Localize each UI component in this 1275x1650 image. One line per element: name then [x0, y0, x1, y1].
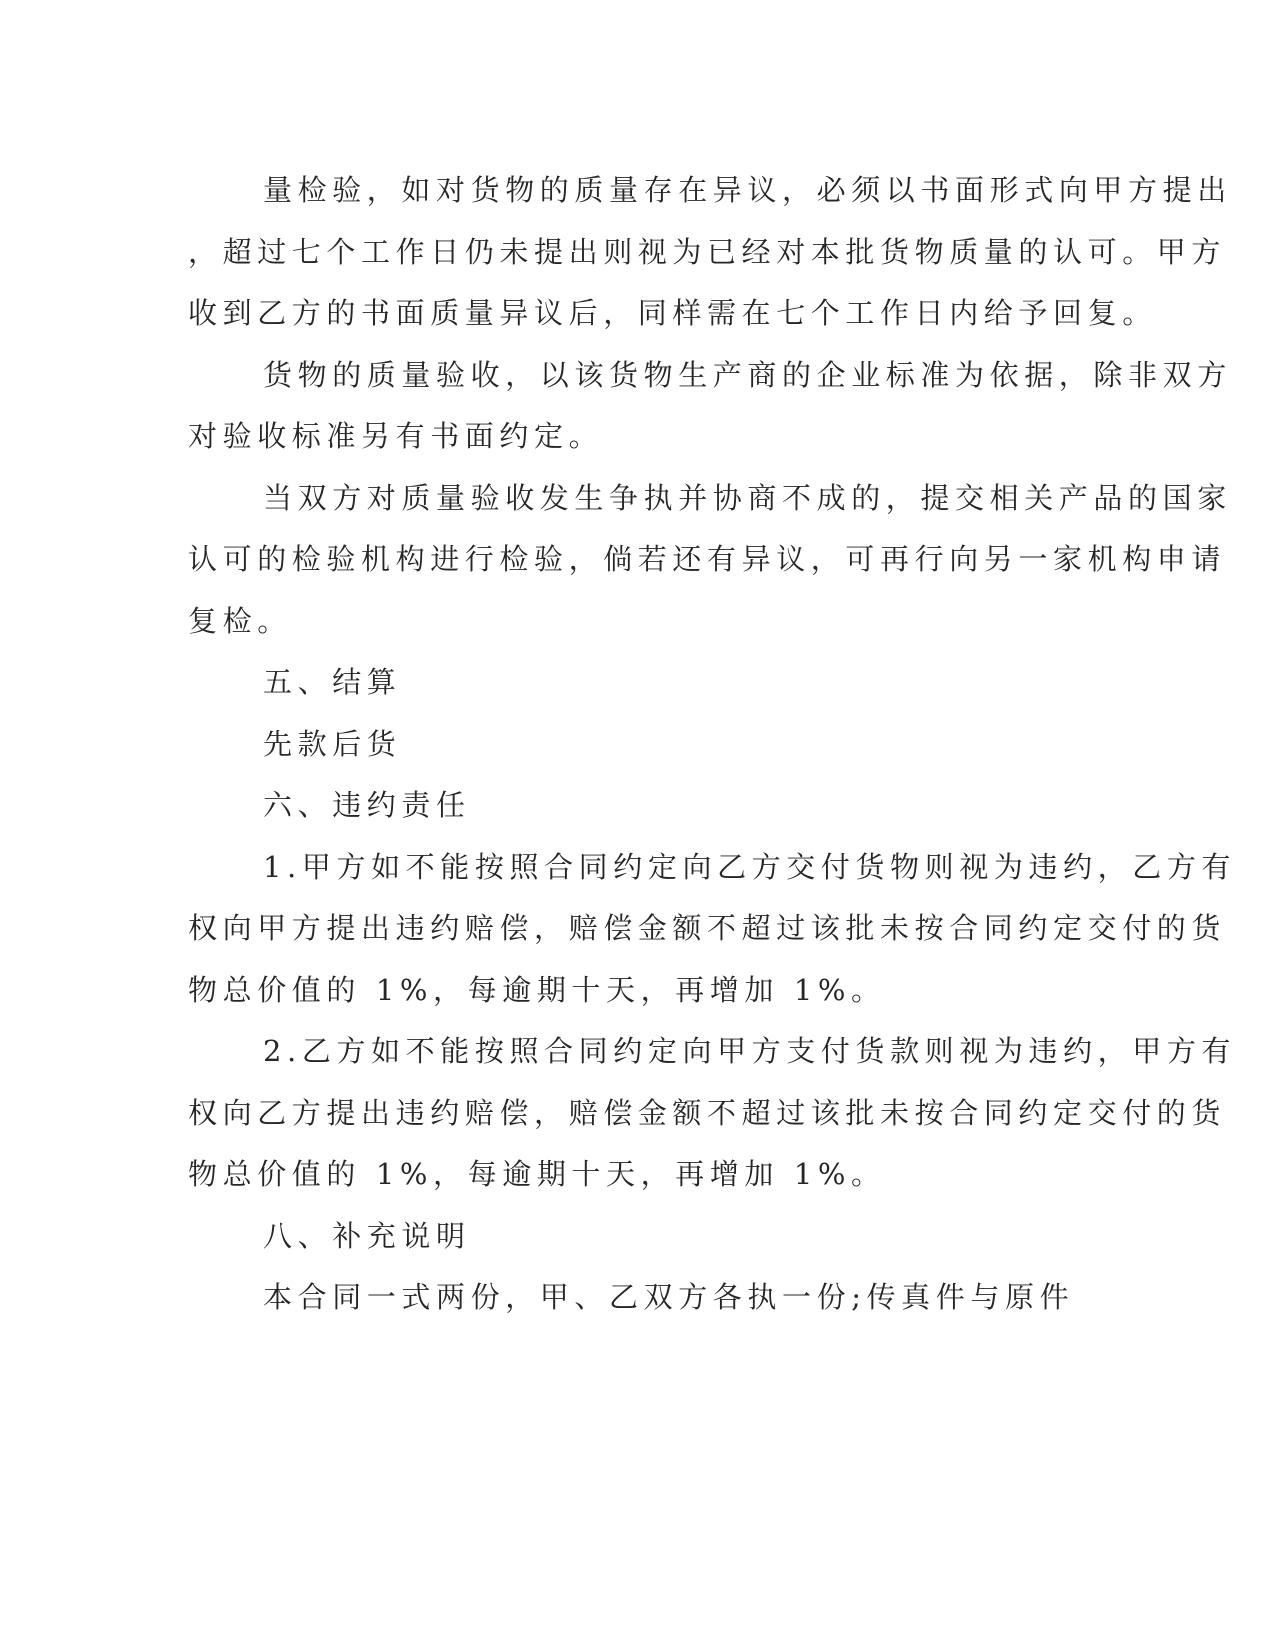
text-line: 权向乙方提出违约赔偿，赔偿金额不超过该批未按合同约定交付的货 — [188, 1095, 1227, 1130]
section-heading: 五、结算 — [263, 665, 402, 699]
text-line: 1.甲方如不能按照合同约定向乙方交付货物则视为违约，乙方有 — [263, 849, 1237, 884]
text-line: 量检验，如对货物的质量存在异议，必须以书面形式向甲方提出 — [263, 173, 1232, 207]
text-line: 收到乙方的书面质量异议后，同样需在七个工作日内给予回复。 — [188, 296, 1157, 330]
text-line: 当双方对质量验收发生争执并协商不成的，提交相关产品的国家 — [263, 480, 1232, 515]
text-line: 对验收标准另有书面约定。 — [188, 419, 604, 453]
text-line: 本合同一式两份，甲、乙双方各执一份;传真件与原件 — [263, 1280, 1075, 1314]
section-heading: 八、补充说明 — [263, 1218, 471, 1253]
text-line: 认可的检验机构进行检验，倘若还有异议，可再行向另一家机构申请 — [188, 542, 1227, 576]
text-line: 货物的质量验收，以该货物生产商的企业标准为依据，除非双方 — [263, 357, 1232, 392]
text-line: 2.乙方如不能按照合同约定向甲方支付货款则视为违约，甲方有 — [263, 1034, 1237, 1068]
text-line: 物总价值的 1%，每逾期十天，再增加 1%。 — [188, 1157, 886, 1191]
section-heading: 六、违约责任 — [263, 788, 471, 822]
text-line: 物总价值的 1%，每逾期十天，再增加 1%。 — [188, 972, 886, 1007]
text-line: 复检。 — [188, 603, 292, 638]
text-line: ，超过七个工作日仍未提出则视为已经对本批货物质量的认可。甲方 — [188, 234, 1227, 269]
text-line: 先款后货 — [263, 726, 402, 761]
text-line: 权向甲方提出违约赔偿，赔偿金额不超过该批未按合同约定交付的货 — [188, 911, 1227, 945]
document-body — [188, 160, 1237, 1329]
